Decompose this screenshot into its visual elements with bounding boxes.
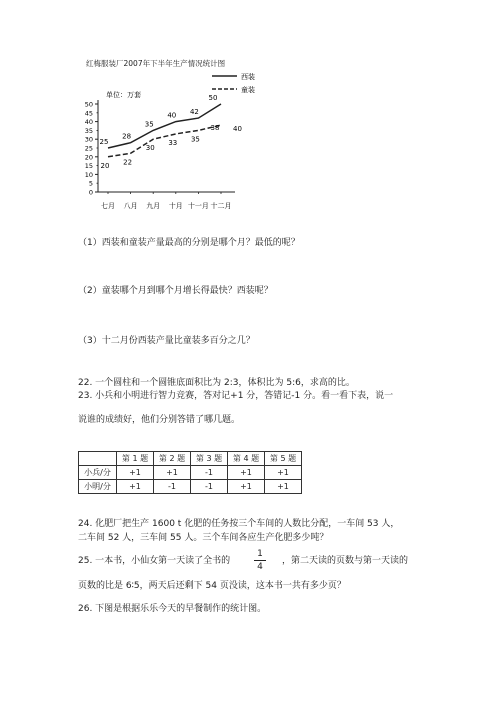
table-header-cell: 第 3 题 bbox=[191, 452, 228, 466]
problem-26: 26. 下图是根据乐乐今天的早餐制作的统计图。 bbox=[78, 604, 267, 614]
table-cell: +1 bbox=[265, 480, 302, 494]
x-tick-label: 八月 bbox=[123, 202, 138, 210]
data-label: 38 bbox=[210, 124, 220, 133]
y-tick-label: 45 bbox=[84, 109, 93, 118]
data-label: 40 bbox=[233, 125, 242, 134]
problem-25-line2: 页数的比是 6∶5，两天后还剩下 54 页没读，这本书一共有多少页？ bbox=[78, 581, 346, 591]
problem-24-line2: 二车间 52 人，三车间 55 人。三个车间各应生产化肥多少吨？ bbox=[78, 533, 329, 543]
y-tick-label: 35 bbox=[84, 126, 93, 135]
fraction bbox=[254, 549, 266, 572]
data-label: 22 bbox=[123, 158, 133, 167]
table-cell: +1 bbox=[154, 466, 191, 480]
data-label: 35 bbox=[144, 120, 154, 129]
table-cell: +1 bbox=[228, 480, 265, 494]
line-chart bbox=[60, 66, 255, 216]
y-tick-label: 15 bbox=[84, 162, 93, 171]
table-row bbox=[79, 480, 302, 494]
data-label: 25 bbox=[99, 138, 109, 146]
table-cell: -1 bbox=[191, 480, 228, 494]
table-header-row bbox=[79, 452, 302, 466]
problem-24-line1: 24. 化肥厂把生产 1600 t 化肥的任务按三个车间的人数比分配，一车间 53 人， bbox=[78, 519, 400, 529]
x-tick-label: 九月 bbox=[146, 202, 161, 210]
y-tick-label: 30 bbox=[84, 135, 93, 144]
x-tick-label: 十月 bbox=[168, 202, 183, 210]
y-tick-label: 40 bbox=[84, 118, 93, 127]
data-label: 33 bbox=[168, 138, 178, 147]
series-line-suits bbox=[108, 104, 221, 148]
legend-label-suits: 西装 bbox=[241, 73, 255, 81]
problem-22: 22. 一个圆柱和一个圆锥底面积比为 2:3，体积比为 5:6，求高的比。 bbox=[78, 378, 355, 388]
chart-title: 红梅服装厂2007年下半年生产情况统计图 bbox=[86, 59, 226, 68]
data-label: 28 bbox=[122, 132, 132, 141]
problem-25-line1a: 25. 一本书，小仙女第一天读了全书的 bbox=[78, 556, 231, 566]
question-3: （3）十二月份西装产量比童装多百分之几？ bbox=[78, 336, 255, 346]
fraction-numerator: 1 bbox=[257, 549, 263, 559]
y-tick-label: 50 bbox=[84, 100, 93, 109]
legend-label-kids: 童装 bbox=[241, 86, 255, 94]
table-header-cell: 第 1 题 bbox=[117, 452, 154, 466]
y-tick-label: 10 bbox=[84, 170, 93, 179]
data-label: 35 bbox=[190, 135, 200, 144]
problem-23-line1: 23. 小兵和小明进行智力竞赛，答对记+1 分，答错记-1 分。看一看下表，说一 bbox=[78, 391, 394, 401]
score-table bbox=[78, 451, 302, 494]
chart-legend bbox=[212, 72, 255, 94]
problem-25-line1b: ，第二天读的页数与第一天读的 bbox=[282, 556, 409, 566]
table-row bbox=[79, 466, 302, 480]
table-cell: +1 bbox=[228, 466, 265, 480]
table-header-cell: 第 5 题 bbox=[265, 452, 302, 466]
table-row-label: 小明/分 bbox=[79, 480, 117, 494]
table-cell: +1 bbox=[117, 480, 154, 494]
table-header-cell: 第 2 题 bbox=[154, 452, 191, 466]
y-tick-label: 25 bbox=[84, 144, 93, 153]
y-tick-label: 20 bbox=[84, 153, 93, 162]
table-cell: -1 bbox=[191, 466, 228, 480]
data-label: 50 bbox=[208, 94, 218, 102]
chart-unit-label: 单位：万套 bbox=[106, 91, 141, 99]
y-tick-label: 0 bbox=[88, 188, 93, 197]
question-1: （1）西装和童装产量最高的分别是哪个月？最低的呢？ bbox=[78, 238, 300, 248]
data-label: 30 bbox=[145, 144, 155, 153]
data-label: 42 bbox=[189, 108, 199, 117]
fraction-bar bbox=[254, 560, 266, 561]
problem-23-line2: 说谁的成绩好，他们分别答错了哪几题。 bbox=[78, 415, 241, 425]
question-2: （2）童装哪个月到哪个月增长得最快？西装呢？ bbox=[78, 286, 273, 296]
x-tick-label: 十一月 bbox=[187, 202, 209, 210]
table-row-label: 小兵/分 bbox=[79, 466, 117, 480]
table-cell: -1 bbox=[154, 480, 191, 494]
table-cell: +1 bbox=[265, 466, 302, 480]
data-label: 20 bbox=[100, 161, 110, 170]
data-label: 40 bbox=[167, 111, 177, 120]
table-cell: +1 bbox=[117, 466, 154, 480]
fraction-denominator: 4 bbox=[257, 562, 263, 572]
table-cell bbox=[79, 452, 117, 466]
y-tick-label: 5 bbox=[88, 179, 93, 188]
series-line-kids bbox=[108, 125, 221, 157]
x-tick-label: 十二月 bbox=[210, 202, 232, 210]
x-tick-label: 七月 bbox=[101, 202, 115, 210]
table-header-cell: 第 4 题 bbox=[228, 452, 265, 466]
